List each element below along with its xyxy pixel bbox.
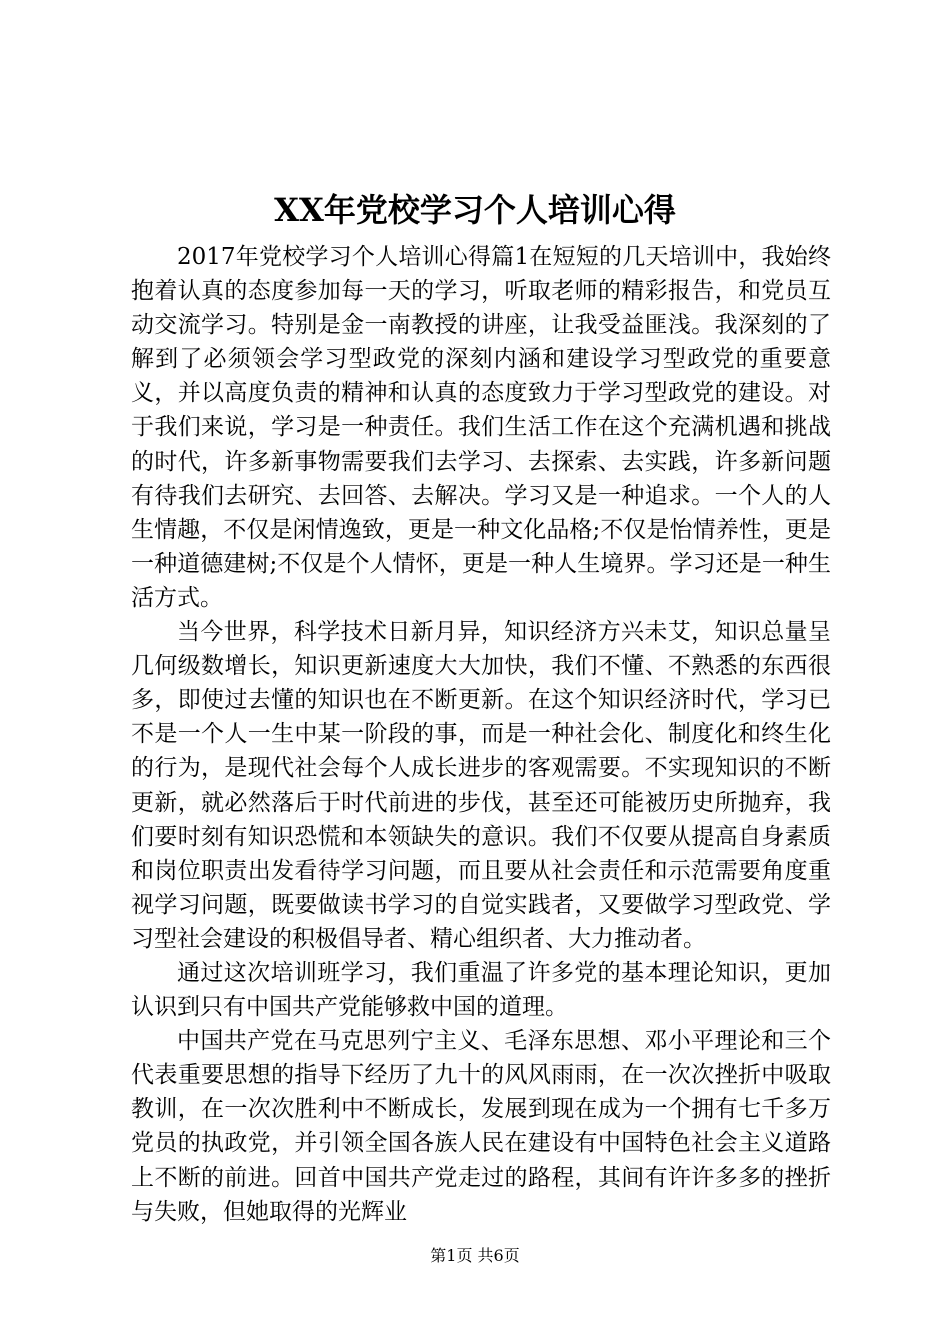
paragraph-4: 中国共产党在马克思列宁主义、毛泽东思想、邓小平理论和三个代表重要思想的指导下经历了九十的风风雨雨，在一次次挫折中吸取教训，在一次次胜利中不断成长，发展到现在成为一个拥有七千多万党员的执政党，并引领全国各族人民在建设有中国特色社会主义道路上不断的前进。回首中国共产党走过的路程，其间有许许多多的挫折与失败，但她取得的光辉业 [131,1028,831,1225]
page-footer: 第1页 共6页 [430,1246,520,1265]
document-title: XX年党校学习个人培训心得 [274,191,676,229]
paragraph-3: 通过这次培训班学习，我们重温了许多党的基本理论知识，更加认识到只有中国共产党能够救中国的道理。 [131,959,831,1021]
paragraph-1: 2017年党校学习个人培训心得篇1在短短的几天培训中，我始终抱着认真的态度参加每一天的学习，听取老师的精彩报告，和党员互动交流学习。特别是金一南教授的讲座，让我受益匪浅。我深刻的了解到了必须领会学习型政党的深刻内涵和建设学习型政党的重要意义，并以高度负责的精神和认真的态度致力于学习型政党的建设。对于我们来说，学习是一种责任。我们生活工作在这个充满机遇和挑战的时代，许多新事物需要我们去学习、去探索、去实践，许多新问题有待我们去研究、去回答、去解决。学习又是一种追求。一个人的人生情趣，不仅是闲情逸致，更是一种文化品格;不仅是怡情养性，更是一种道德建树;不仅是个人情怀，更是一种人生境界。学习还是一种生活方式。 [131,244,831,611]
paragraph-2: 当今世界，科学技术日新月异，知识经济方兴未艾，知识总量呈几何级数增长，知识更新速度大大加快，我们不懂、不熟悉的东西很多，即使过去懂的知识也在不断更新。在这个知识经济时代，学习已不是一个人一生中某一阶段的事，而是一种社会化、制度化和终生化的行为，是现代社会每个人成长进步的客观需要。不实现知识的不断更新，就必然落后于时代前进的步伐，甚至还可能被历史所抛弃，我们要时刻有知识恐慌和本领缺失的意识。我们不仅要从提高自身素质和岗位职责出发看待学习问题，而且要从社会责任和示范需要角度重视学习问题，既要做读书学习的自觉实践者，又要做学习型政党、学习型社会建设的积极倡导者、精心组织者、大力推动者。 [131,619,831,952]
document-body [131,240,831,1229]
